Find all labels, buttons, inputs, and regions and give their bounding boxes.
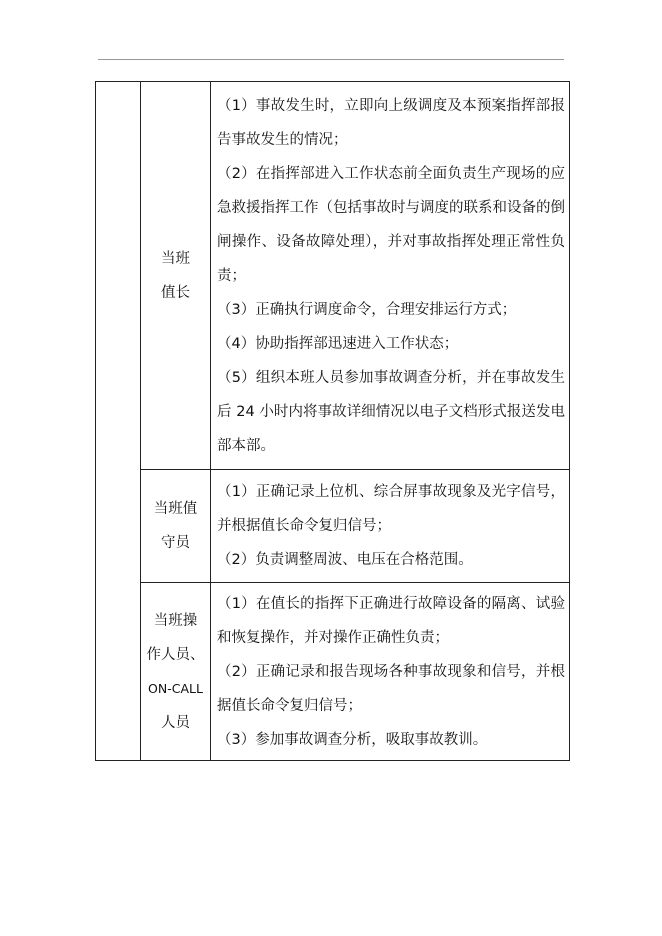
- role-line: 人员: [161, 714, 190, 731]
- duty-table: [95, 81, 570, 761]
- table-row: [96, 470, 570, 583]
- duty-item: （4）协助指挥部迅速进入工作状态；: [217, 335, 459, 352]
- header-rule: [98, 59, 564, 60]
- duty-item: （2）在指挥部进入工作状态前全面负责生产现场的应急救援指挥工作（包括事故时与调度的联系和设备的倒闸操作、设备故障处理），并对事故指挥处理正常性负责；: [217, 165, 565, 284]
- duty-item: （1）事故发生时，立即向上级调度及本预案指挥部报告事故发生的情况；: [217, 97, 565, 148]
- duty-item: （2）负责调整周波、电压在合格范围。: [217, 552, 473, 568]
- duty-item: （3）参加事故调查分析，吸取事故教训。: [217, 731, 488, 748]
- role-line: 当班操: [153, 612, 198, 629]
- duty-item: （1）在值长的指挥下正确进行故障设备的隔离、试验和恢复操作，并对操作正确性负责；: [217, 595, 565, 646]
- table-row: [96, 82, 570, 470]
- role-cell-shift-supervisor: [141, 82, 211, 470]
- role-line: 当班值: [153, 501, 198, 517]
- table-row: [96, 583, 570, 761]
- duty-item: （5）组织本班人员参加事故调查分析，并在事故发生后 24 小时内将事故详细情况以电子文档形式报送发电部本部。: [217, 369, 565, 454]
- role-line: ON-CALL: [148, 680, 203, 696]
- role-line: 作人员、: [146, 646, 205, 663]
- role-line: 守员: [161, 535, 190, 551]
- role-cell-shift-watch: [141, 470, 211, 583]
- role-cell-operators: [141, 583, 211, 761]
- duty-description: [211, 470, 570, 583]
- role-line: 当班: [161, 250, 190, 267]
- duty-item: （1）正确记录上位机、综合屏事故现象及光字信号，并根据值长命令复归信号；: [217, 484, 565, 534]
- role-line: 值长: [161, 284, 190, 301]
- duty-description: [211, 82, 570, 470]
- duty-item: （2）正确记录和报告现场各种事故现象和信号，并根据值长命令复归信号；: [217, 663, 565, 714]
- category-cell: [96, 82, 141, 761]
- duty-description: [211, 583, 570, 761]
- duty-item: （3）正确执行调度命令，合理安排运行方式；: [217, 301, 517, 318]
